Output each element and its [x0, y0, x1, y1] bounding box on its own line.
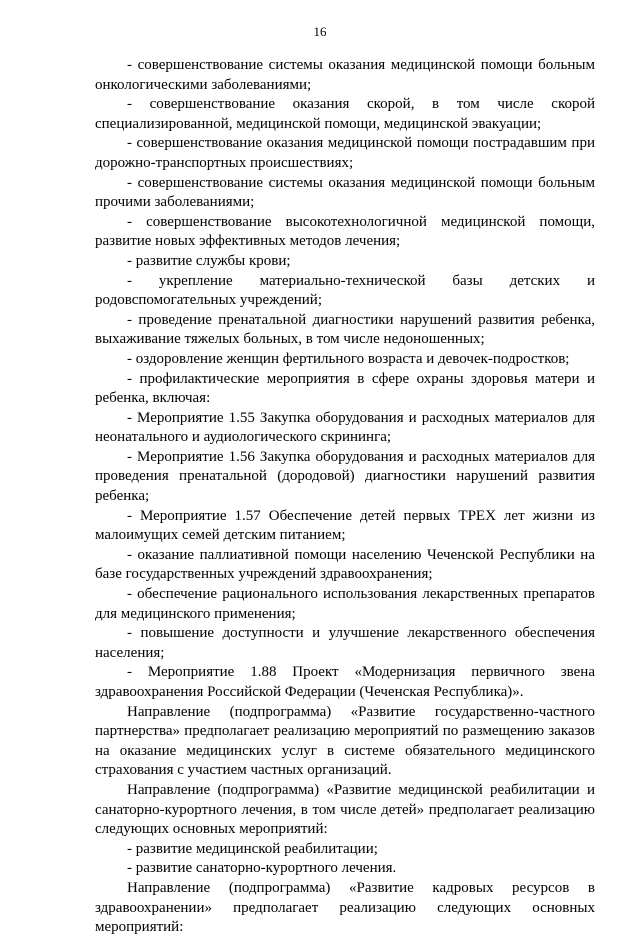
paragraph: - совершенствование оказания медицинской помощи пострадавшим при дорожно-транспортных происшествиях;: [95, 135, 595, 171]
paragraph: - Мероприятие 1.88 Проект «Модернизация первичного звена здравоохранения Российской Федерации (Чеченская Республика)».: [95, 664, 595, 700]
paragraph: - совершенствование системы оказания медицинской помощи больным онкологическими заболеваниями;: [95, 57, 595, 93]
paragraph: - Мероприятие 1.55 Закупка оборудования и расходных материалов для неонатального и аудиологического скрининга;: [95, 409, 595, 446]
page-number: 16: [313, 24, 327, 39]
paragraph: - Мероприятие 1.57 Обеспечение детей первых ТРЕХ лет жизни из малоимущих семей детским питанием;: [95, 507, 595, 544]
paragraph: - оказание паллиативной помощи населению Чеченской Республики на базе государственных учреждений здравоохранения;: [95, 546, 595, 583]
paragraph: Направление (подпрограмма) «Развитие кадровых ресурсов в здравоохранении» предполагает реализацию следующих основных мероприятий:: [95, 879, 595, 936]
paragraph: - развитие медицинской реабилитации;: [127, 840, 378, 857]
paragraph: - повышение доступности и улучшение лекарственного обеспечения населения;: [95, 625, 595, 661]
paragraph: - проведение пренатальной диагностики нарушений развития ребенка, выхаживание тяжелых больных, в том числе недоношенных;: [95, 311, 595, 348]
paragraph: - оздоровление женщин фертильного возраста и девочек-подростков;: [127, 350, 570, 367]
paragraph: - совершенствование системы оказания медицинской помощи больным прочими заболеваниями;: [95, 174, 595, 211]
paragraph: - развитие санаторно-курортного лечения.: [127, 860, 397, 877]
paragraph: - обеспечение рационального использования лекарственных препаратов для медицинского применения;: [95, 586, 595, 622]
paragraph: - профилактические мероприятия в сфере охраны здоровья матери и ребенка, включая:: [95, 370, 595, 407]
document-body: [95, 56, 595, 938]
paragraph: Направление (подпрограмма) «Развитие государственно-частного партнерства» предполагает реализацию мероприятий по размещению заказов на оказание медицинских услуг в системе обязательного медицинского страхования с участием частных организаций.: [95, 703, 595, 779]
paragraph: - совершенствование оказания скорой, в том числе скорой специализированной, медицинской помощи, медицинской эвакуации;: [95, 96, 595, 132]
paragraph: - Мероприятие 1.56 Закупка оборудования и расходных материалов для проведения пренатальной (дородовой) диагностики нарушений развития ребенка;: [95, 448, 595, 505]
paragraph: - совершенствование высокотехнологичной медицинской помощи, развитие новых эффективных методов лечения;: [95, 213, 595, 250]
paragraph: - развитие службы крови;: [127, 252, 291, 269]
paragraph: - укрепление материально-технической базы детских и родовспомогательных учреждений;: [95, 272, 595, 309]
paragraph: Направление (подпрограмма) «Развитие медицинской реабилитации и санаторно-курортного лечения, в том числе детей» предполагает реализацию следующих основных мероприятий:: [95, 781, 595, 838]
